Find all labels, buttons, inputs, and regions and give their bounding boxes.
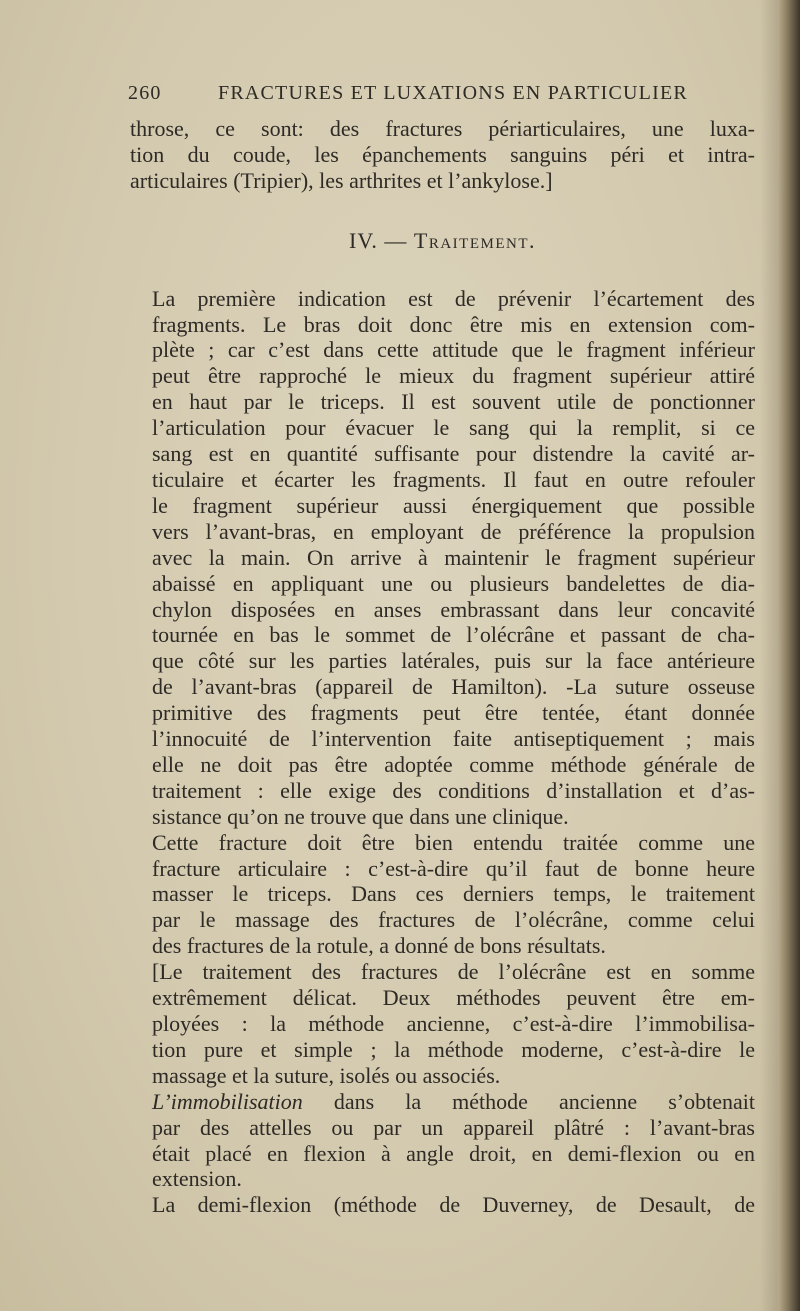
text-line: de l’avant-bras (appareil de Hamilton). -La suture osseuse [152,674,755,700]
text-line: plète ; car c’est dans cette attitude que le fragment inférieur [152,337,755,363]
text-line: l’articulation pour évacuer le sang qui la remplit, si ce [152,415,755,441]
text-line: avec la main. On arrive à maintenir le fragment supérieur [152,544,755,570]
intro-paragraph [130,116,755,194]
text-line: vers l’avant-bras, en employant de préférence la propulsion [152,518,755,544]
text-line: sistance qu’on ne trouve que dans une clinique. [152,803,569,829]
running-header [128,82,688,112]
text-line: en haut par le triceps. Il est souvent utile de ponctionner [152,389,755,415]
text-line: throse, ce sont: des fractures périarticulaires, une luxa- [130,116,755,141]
text-line: tournée en bas le sommet de l’olécrâne et passant de cha- [152,622,755,648]
text-line: par des attelles ou par un appareil plâtré : l’avant-bras [152,1114,755,1140]
section-heading [130,228,755,254]
text-line: La première indication est de prévenir l’écartement des [152,285,755,311]
page-edge-shadow [760,0,778,1311]
text-line: peut être rapproché le mieux du fragment supérieur attiré [152,363,755,389]
text-line: tion du coude, les épanchements sanguins péri et intra- [130,141,755,167]
text-line: articulaires (Tripier), les arthrites et l’ankylose.] [130,167,553,193]
text-line: elle ne doit pas être adoptée comme méthode générale de [152,751,755,777]
body-text [130,116,755,1218]
paragraph [130,830,755,960]
text-line [130,1089,755,1115]
text-line: sang est en quantité suffisante pour distendre la cavité ar- [152,441,755,467]
text-line: chylon disposées en anses embrassant dans leur concavité [152,596,755,622]
text-line: La demi-flexion (méthode de Duverney, de Desault, de [152,1192,755,1218]
text-line: fracture articulaire : c’est-à-dire qu’il faut de bonne heure [152,855,755,881]
paragraph [130,959,755,1089]
text-line: massage et la suture, isolés ou associés. [152,1062,501,1088]
text-line: extension. [152,1166,242,1192]
text-line: tion pure et simple ; la méthode moderne, c’est-à-dire le [152,1036,755,1062]
paragraph [130,286,755,830]
section-title: Traitement. [413,227,536,253]
text-line: traitement : elle exige des conditions d’installation et d’as- [152,777,755,803]
text-line: des fractures de la rotule, a donné de bons résultats. [152,933,606,959]
text-line: ticulaire et écarter les fragments. Il faut en outre refouler [152,466,755,492]
section-numeral: IV. — [349,227,414,253]
running-title: FRACTURES ET LUXATIONS EN PARTICULIER [218,82,688,104]
text-line: extrêmement délicat. Deux méthodes peuvent être em- [152,985,755,1011]
text-line: primitive des fragments peut être tentée, étant donnée [152,700,755,726]
text-line: [Le traitement des fractures de l’olécrâne est en somme [152,959,755,985]
text-line: masser le triceps. Dans ces derniers temps, le traitement [152,881,755,907]
page-edge [778,0,800,1311]
paragraph [130,1192,755,1218]
text-line: que côté sur les parties latérales, puis sur la face antérieure [152,648,755,674]
italic-term: L’immobilisation [152,1088,303,1114]
text-line: abaissé en appliquant une ou plusieurs bandelettes de dia- [152,570,755,596]
text-line: ployées : la méthode ancienne, c’est-à-dire l’immobilisa- [152,1011,755,1036]
text-fragment: dans la méthode ancienne s’obtenait [302,1088,755,1114]
text-line: Cette fracture doit être bien entendu traitée comme une [152,829,755,855]
text-line: fragments. Le bras doit donc être mis en extension com- [152,311,755,337]
text-line: par le massage des fractures de l’olécrâne, comme celui [152,907,755,933]
page-number: 260 [128,82,162,104]
text-line: le fragment supérieur aussi énergiquement que possible [152,492,755,518]
paragraph [130,1089,755,1193]
text-line: était placé en flexion à angle droit, en demi-flexion ou en [152,1140,755,1166]
text-line: l’innocuité de l’intervention faite antiseptiquement ; mais [152,726,755,752]
